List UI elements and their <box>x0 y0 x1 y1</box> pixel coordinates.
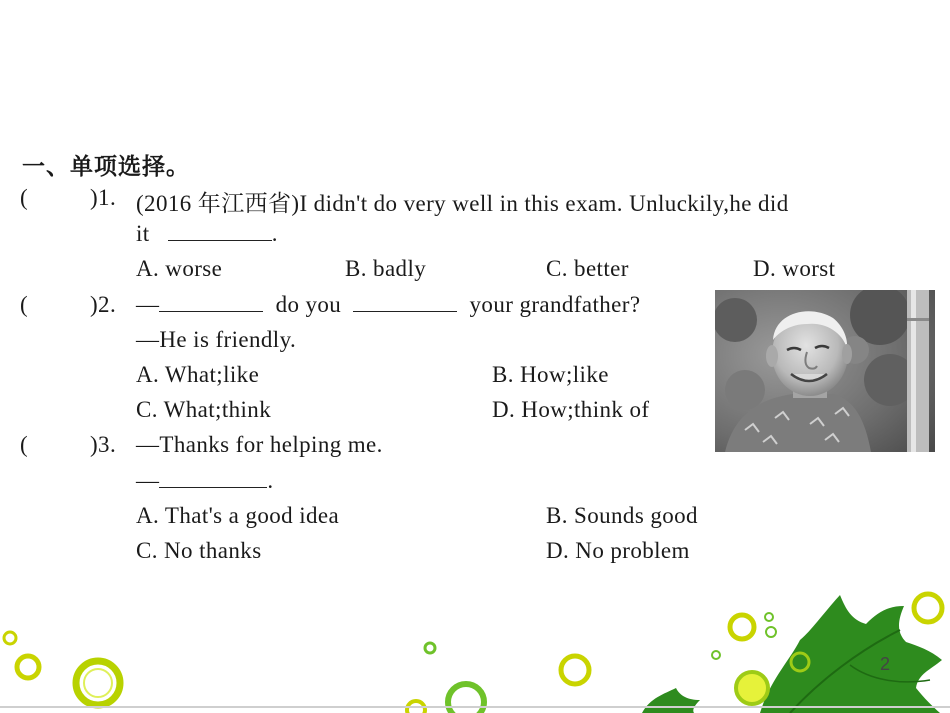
ring-icon <box>84 669 112 697</box>
q1-option-c[interactable]: C. better <box>546 256 629 281</box>
q1-option-b[interactable]: B. badly <box>345 256 427 281</box>
page-number: 2 <box>880 654 891 674</box>
q2-option-c[interactable]: C. What;think <box>136 397 272 422</box>
q3-option-c[interactable]: C. No thanks <box>136 538 262 563</box>
q3-reply-dash: — <box>136 468 160 493</box>
ring-icon <box>712 651 720 659</box>
q2-blank-1[interactable] <box>159 293 263 312</box>
ring-icon <box>425 643 435 653</box>
q3-stem: —Thanks for helping me. <box>136 432 383 457</box>
q1-option-a[interactable]: A. worse <box>136 256 223 281</box>
ring-icon <box>17 656 39 678</box>
q1-stem-suffix: . <box>271 221 278 246</box>
q1-stem-line2 <box>136 221 278 247</box>
q3-answer-blank[interactable] <box>159 469 267 488</box>
q1-number: )1. <box>90 185 117 210</box>
decorative-leaves-and-rings <box>0 570 950 713</box>
q2-number: )2. <box>90 292 117 317</box>
ring-icon <box>76 661 120 705</box>
q1-paren-open: ( <box>20 185 29 210</box>
q3-reply-end: . <box>267 468 274 493</box>
leaf-icon <box>642 688 700 713</box>
ring-icon <box>736 672 768 704</box>
ring-icon <box>4 632 16 644</box>
q3-number: )3. <box>90 432 117 457</box>
q3-option-b[interactable]: B. Sounds good <box>546 503 698 528</box>
grandfather-portrait-image <box>715 290 935 452</box>
section-heading: 一、单项选择。 <box>22 154 190 180</box>
q2-dash: — <box>136 292 160 317</box>
q1-stem-line1: (2016 年江西省)I didn't do very well in this exam. Unluckily,he did <box>136 191 789 216</box>
q2-paren-open: ( <box>20 292 29 317</box>
q3-option-d[interactable]: D. No problem <box>546 538 690 563</box>
q1-option-d[interactable]: D. worst <box>753 256 836 281</box>
q3-option-a[interactable]: A. That's a good idea <box>136 503 340 528</box>
q2-option-a[interactable]: A. What;like <box>136 362 260 387</box>
ring-icon <box>561 656 589 684</box>
q2-option-b[interactable]: B. How;like <box>492 362 609 387</box>
q3-reply-line <box>136 468 274 494</box>
q1-answer-blank[interactable] <box>168 222 272 241</box>
q2-stem <box>136 292 640 318</box>
q2-tail: your grandfather? <box>469 292 641 317</box>
q2-blank-2[interactable] <box>353 293 457 312</box>
q2-answer-line: —He is friendly. <box>136 327 297 352</box>
q3-paren-open: ( <box>20 432 29 457</box>
grandfather-photo <box>715 290 935 452</box>
bottom-divider <box>0 706 950 708</box>
ring-icon <box>766 627 776 637</box>
q2-middle: do you <box>275 292 342 317</box>
q1-stem-prefix: it <box>136 221 150 246</box>
ring-icon <box>448 684 484 713</box>
ring-icon <box>730 615 754 639</box>
ring-icon <box>765 613 773 621</box>
q2-option-d[interactable]: D. How;think of <box>492 397 650 422</box>
ring-icon <box>914 594 942 622</box>
